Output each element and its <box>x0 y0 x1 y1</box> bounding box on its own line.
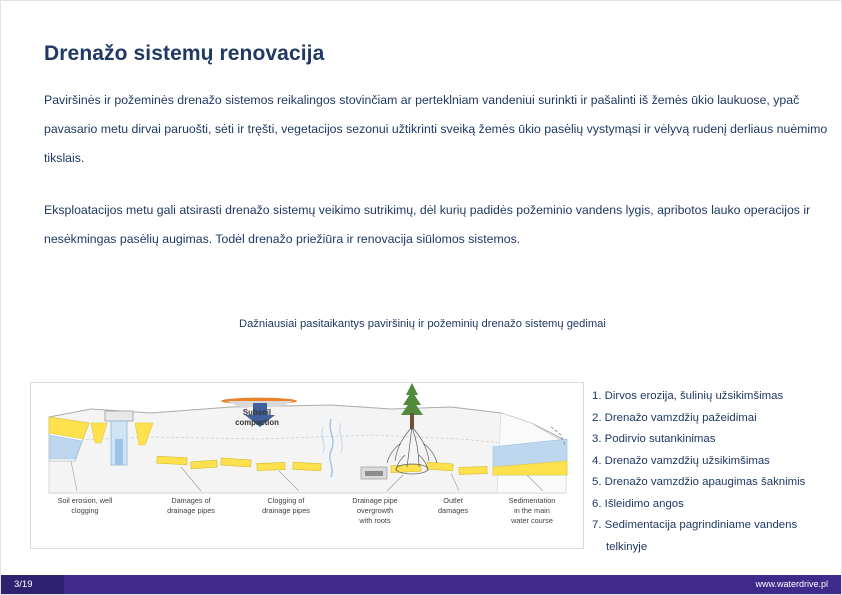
failure-list <box>592 386 842 558</box>
label-outlet-damage: Outlet damages <box>437 496 469 515</box>
list-item: 3. Podirvio sutankinimas <box>592 433 716 445</box>
list-item: 1. Dirvos erozija, šulinių užsikimšimas <box>592 390 784 402</box>
list-item: telkinyje <box>606 540 648 553</box>
label-pipe-clogging: Clogging of drainage pipes <box>262 496 310 515</box>
subsoil-compaction-callout: Subsoil compaction <box>235 408 279 427</box>
footer-bar <box>0 575 842 595</box>
label-root-overgrowth: Drainage pipe overgrowth with roots <box>352 496 398 525</box>
list-item: 5. Drenažo vamzdžio apaugimas šaknimis <box>592 476 806 488</box>
well-cover <box>105 411 133 421</box>
figure-caption: Dažniausiai pasitaikantys paviršinių ir požeminių drenažo sistemų gedimai <box>239 318 606 330</box>
drainage-failure-diagram <box>30 382 584 549</box>
list-item: 4. Drenažo vamzdžių užsikimšimas <box>592 454 770 467</box>
list-item: 7. Sedimentacija pagrindiniame vandens <box>592 519 798 531</box>
intro-paragraph-2: Eksploatacijos metu gali atsirasti drenažo sistemų veikimo sutrikimų, dėl kurių padidės požeminio vandens lygis, apribotos lauko operacijos ir nesėkmingas pasėlių augimas. Todėl drenažo priežiūra ir renovacija siūlomos sistemos. <box>44 203 811 246</box>
well-water <box>115 439 123 465</box>
label-sedimentation: Sedimentation in the main water course <box>508 496 556 525</box>
label-soil-erosion: Soil erosion, well clogging <box>57 496 113 515</box>
label-pipe-damage: Damages of drainage pipes <box>167 496 215 515</box>
intro-paragraph-1: Paviršinės ir požeminės drenažo sistemos reikalingos stovinčiam ar perteklniam vandeniui surinkti ir pašalinti iš žemės ūkio laukuose, ypač pavasario metu dirvai paruošti, sėti ir tręšti, vegetacijos sezonui užtikrinti sveiką žemės ūkio pasėlių vystymąsi ir vėlyvą rudenį derliaus nuėmimo tikslais. <box>44 93 828 165</box>
page-number: 3/19 <box>14 579 33 590</box>
list-item: 6. Išleidimo angos <box>592 497 684 510</box>
outlet-structure <box>361 467 387 479</box>
footer-url[interactable]: www.waterdrive.pl <box>755 579 828 589</box>
page-title: Drenažo sistemų renovacija <box>44 42 325 65</box>
list-item: 2. Drenažo vamzdžių pažeidimai <box>592 411 757 424</box>
